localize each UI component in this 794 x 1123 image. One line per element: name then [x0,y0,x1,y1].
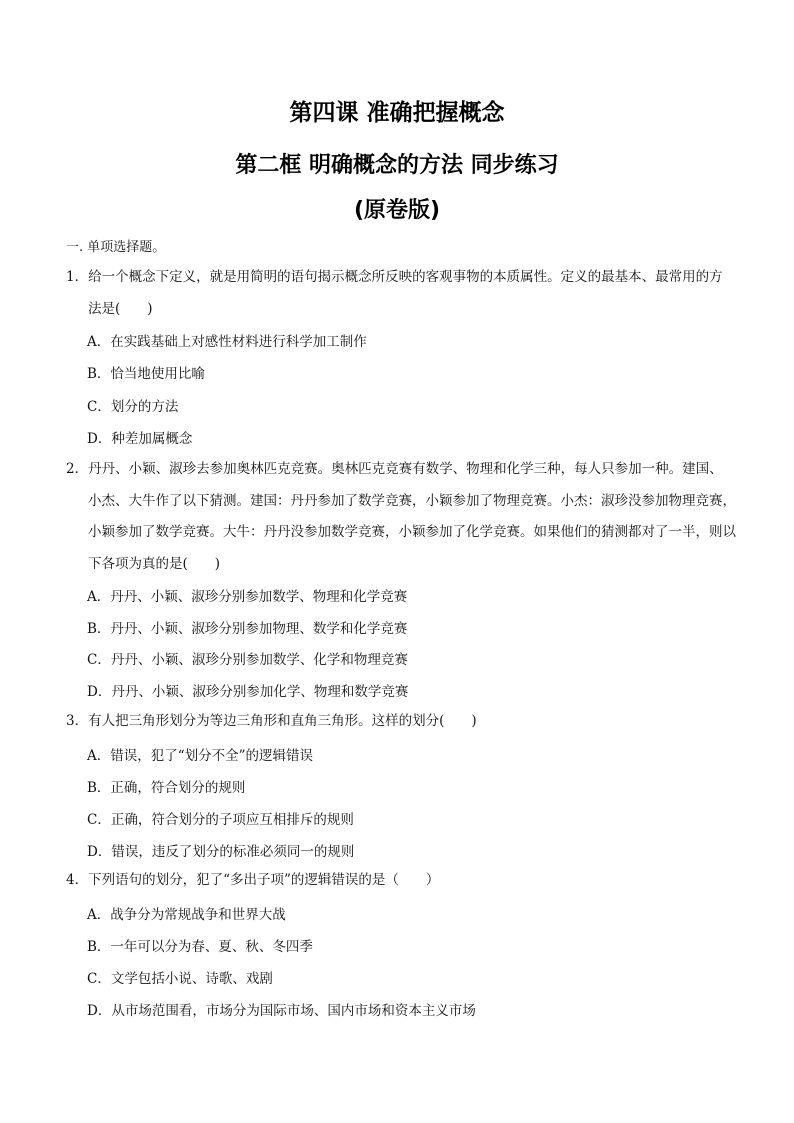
question-1 [66,262,736,325]
question-2 [66,454,736,580]
option-c: C．正确，符合划分的子项应互相排斥的规则 [87,812,354,828]
option-c: C．丹丹、小颖、淑珍分别参加数学、化学和物理竞赛 [87,652,408,668]
option-a: A．丹丹、小颖、淑珍分别参加数学、物理和化学竞赛 [87,589,408,605]
option-b: B．恰当地使用比喻 [87,366,205,382]
option-d: D．从市场范围看，市场分为国际市场、国内市场和资本主义市场 [87,1003,476,1019]
option-d: D．丹丹、小颖、淑珍分别参加化学、物理和数学竞赛 [87,684,409,700]
question-stem: 2．丹丹、小颖、淑珍去参加奥林匹克竞赛。奥林匹克竞赛有数学、物理和化学三种，每人只参加一种。建国、小杰、大牛作了以下猜测。建国：丹丹参加了数学竞赛，小颖参加了物理竞赛。小杰：淑珍没参加物理竞赛，小颖参加了数学竞赛。大牛：丹丹没参加数学竞赛，小颖参加了化学竞赛。如果他们的猜测都对了一半，则以下各项为真的是( ) [66,461,736,572]
option-b: B．丹丹、小颖、淑珍分别参加物理、数学和化学竞赛 [87,621,408,637]
option-a: A．错误，犯了“划分不全”的逻辑错误 [87,748,314,764]
question-stem: 4．下列语句的划分，犯了“多出子项”的逻辑错误的是（ ） [66,872,440,888]
question-4 [66,865,736,897]
section-heading: 一. 单项选择题。 [66,240,166,255]
question-3 [66,706,736,738]
option-c: C．划分的方法 [87,399,179,415]
option-d: D．种差加属概念 [87,431,193,447]
question-stem: 3．有人把三角形划分为等边三角形和直角三角形。这样的划分( ) [66,713,477,729]
version-label: (原卷版) [353,198,441,223]
option-a: A．战争分为常规战争和世界大战 [87,907,286,923]
option-b: B．一年可以分为春、夏、秋、冬四季 [87,939,313,955]
lesson-subtitle: 第二框 明确概念的方法 同步练习 [235,153,559,178]
lesson-title: 第四课 准确把握概念 [289,100,505,126]
option-d: D．错误，违反了划分的标准必须同一的规则 [87,844,355,860]
option-b: B．正确，符合划分的规则 [87,780,246,796]
option-a: A．在实践基础上对感性材料进行科学加工制作 [87,334,367,350]
option-c: C．文学包括小说、诗歌、戏剧 [87,971,273,987]
question-stem: 1．给一个概念下定义，就是用简明的语句揭示概念所反映的客观事物的本质属性。定义的最基本、最常用的方法是( ) [66,269,723,317]
